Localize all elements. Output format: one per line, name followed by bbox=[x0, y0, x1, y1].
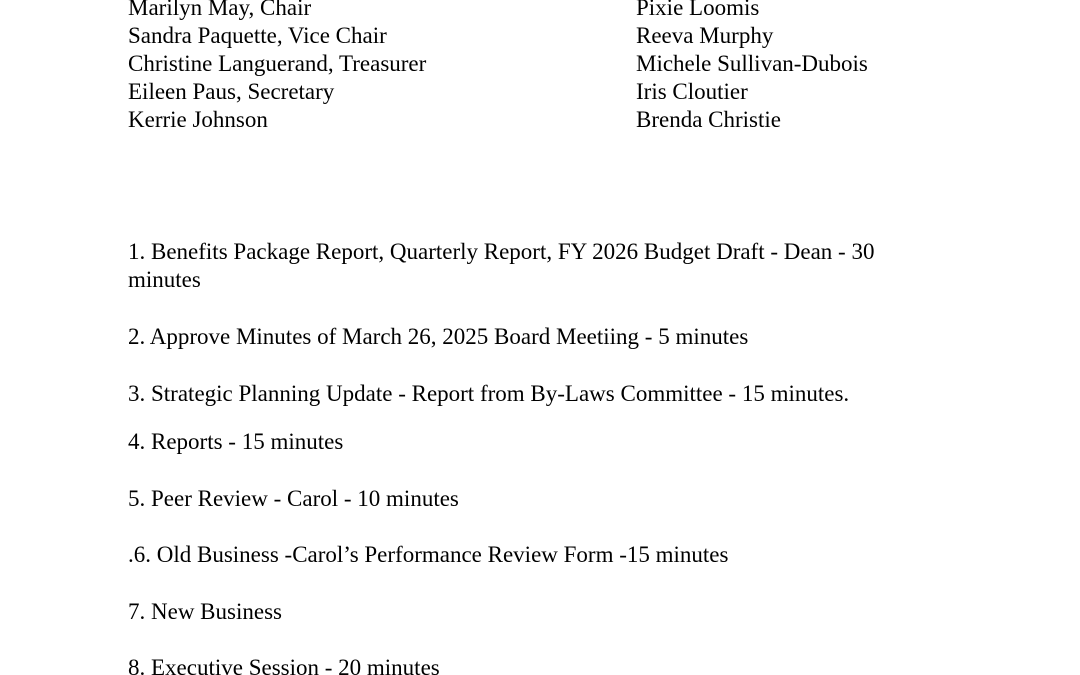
member-name: Pixie Loomis bbox=[636, 0, 760, 20]
agenda-item: .6. Old Business -Carol’s Performance Review Form -15 minutes bbox=[128, 542, 729, 567]
agenda-item: 4. Reports - 15 minutes bbox=[128, 429, 344, 454]
member-name: Marilyn May, Chair bbox=[128, 0, 312, 20]
agenda-item: 1. Benefits Package Report, Quarterly Report, FY 2026 Budget Draft - Dean - 30 minutes bbox=[128, 239, 875, 292]
board-members-right-column bbox=[636, 0, 868, 134]
member-name: Eileen Paus, Secretary bbox=[128, 79, 335, 104]
agenda-item: 5. Peer Review - Carol - 10 minutes bbox=[128, 486, 459, 511]
member-name: Iris Cloutier bbox=[636, 79, 748, 104]
member-name: Michele Sullivan-Dubois bbox=[636, 51, 868, 76]
member-name: Christine Languerand, Treasurer bbox=[128, 51, 427, 76]
agenda-item: 8. Executive Session - 20 minutes bbox=[128, 655, 440, 675]
agenda-item: 7. New Business bbox=[128, 599, 282, 624]
board-members-left-column bbox=[128, 0, 426, 134]
agenda-item: 3. Strategic Planning Update - Report from By-Laws Committee - 15 minutes. bbox=[128, 381, 850, 406]
agenda-item: 2. Approve Minutes of March 26, 2025 Board Meetiing - 5 minutes bbox=[128, 324, 749, 349]
member-name: Kerrie Johnson bbox=[128, 107, 268, 132]
member-name: Reeva Murphy bbox=[636, 23, 774, 48]
member-name: Brenda Christie bbox=[636, 107, 781, 132]
member-name: Sandra Paquette, Vice Chair bbox=[128, 23, 387, 48]
